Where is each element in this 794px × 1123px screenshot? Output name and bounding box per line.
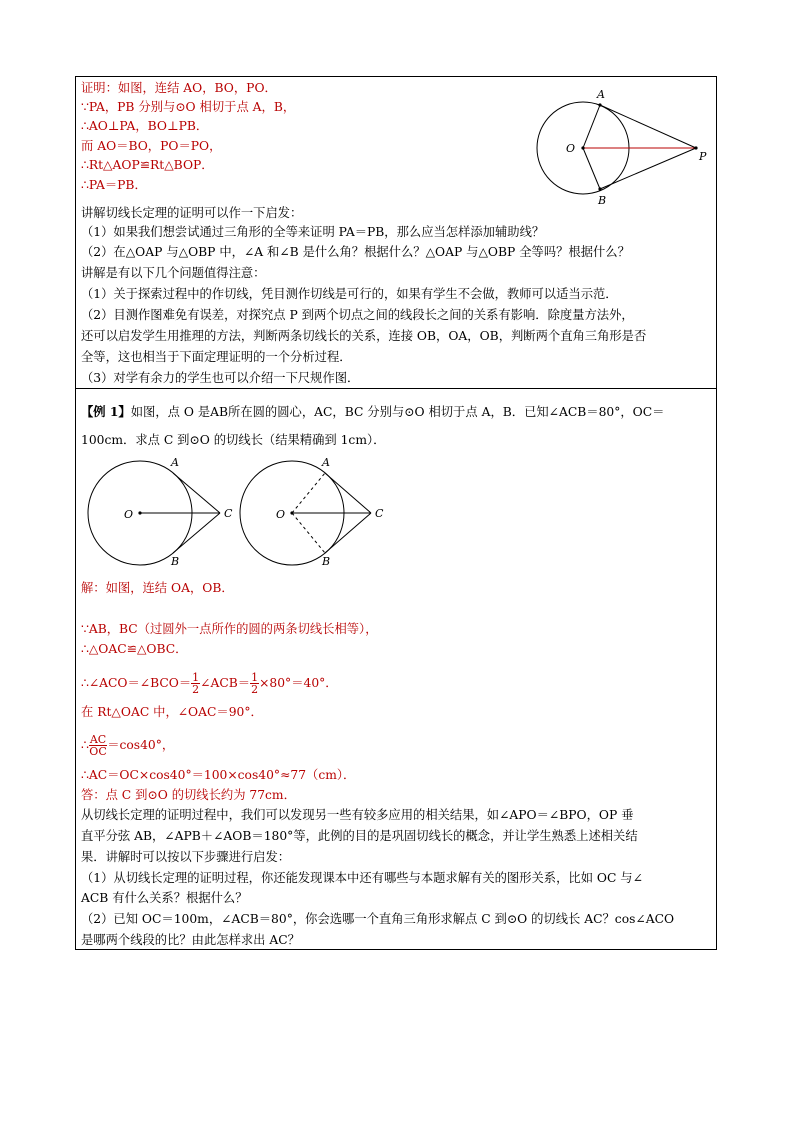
example-question-2: 100cm．求点 C 到⊙O 的切线长（结果精确到 1cm）． <box>81 433 386 447</box>
solution-2: ∴△OAC≌△OBC． <box>81 642 188 656</box>
proof-line-3: 而 AO＝BO，PO＝PO， <box>81 139 222 153</box>
discussion-4: （1）从切线长定理的证明过程，你还能发现课本中还有哪些与本题求解有关的图形关系，比如 OC 与∠ <box>81 871 643 885</box>
fig1-label-p: P <box>699 150 707 163</box>
note-2c: 全等，这也相当于下面定理证明的一个分析过程． <box>81 350 352 364</box>
fig2-left-label-o: O <box>124 508 134 521</box>
solution-4: 在 Rt△OAC 中，∠OAC＝90°． <box>81 705 263 719</box>
example-q1-text: 如图，点 O 是AB所在圆的圆心，AC，BC 分别与⊙O 相切于点 A，B．已知∠ACB＝80°，OC＝ <box>130 405 665 419</box>
discussion-7: 是哪两个线段的比？由此怎样求出 AC？ <box>81 933 300 947</box>
note-3: （3）对学有余力的学生也可以介绍一下尺规作图． <box>81 371 360 385</box>
guide-1: （1）如果我们想尝试通过三角形的全等来证明 PA＝PB，那么应当怎样添加辅助线？ <box>81 225 545 239</box>
note-2b: 还可以启发学生用推理的方法，判断两条切线长的关系，连接 OB，OA，OB，判断两个直角三角形是否 <box>81 329 647 343</box>
fig2-right-dashed-oa <box>292 473 325 513</box>
solution-6: ∴AC＝OC×cos40°＝100×cos40°≈77（cm）． <box>81 768 356 782</box>
solution-7: 答：点 C 到⊙O 的切线长约为 77cm． <box>81 788 296 802</box>
fig2-left-label-b: B <box>171 555 180 568</box>
fig2-right-label-o: O <box>276 508 286 521</box>
fig2-left-tangent-ca <box>173 473 220 513</box>
discussion-2: 直平分弦 AB，∠APB＋∠AOB＝180°等，此例的目的是巩固切线长的概念，并让学生熟悉上述相关结 <box>81 829 638 843</box>
tangent-figure-1 <box>530 80 710 210</box>
note-heading: 讲解是有以下几个问题值得注意： <box>81 266 266 280</box>
proof-line-4: ∴Rt△AOP≌Rt△BOP． <box>81 158 214 172</box>
note-2a: （2）目测作图难免有误差，对探究点 P 到两个切点之间的线段长之间的关系有影响．除度量方法外， <box>81 308 634 322</box>
guide-2: （2）在△OAP 与△OBP 中，∠A 和∠B 是什么角？根据什么？△OAP 与△OBP 全等吗？根据什么？ <box>81 245 630 259</box>
tangent-figure-2 <box>84 455 404 570</box>
proof-intro: 证明：如图，连结 AO，BO，PO． <box>81 81 277 95</box>
solution-3: ∴∠ACO＝∠BCO＝ $\frac{1}{2}$ ∠ACB＝ $\frac{1}{2}$ ×80°＝40°． <box>81 671 338 696</box>
discussion-3: 果．讲解时可以按以下步骤进行启发： <box>81 850 291 864</box>
discussion-6: （2）已知 OC＝100m，∠ACB＝80°，你会选哪一个直角三角形求解点 C 到⊙O 的切线长 AC？cos∠ACO <box>81 912 675 926</box>
note-1: （1）关于探索过程中的作切线，凭目测作切线是可行的，如果有学生不会做，教师可以适当示范． <box>81 287 618 301</box>
example-tag: 【例 1】 <box>81 404 131 419</box>
fig2-right-tangent-cb <box>325 513 371 553</box>
proof-line-5: ∴PA＝PB． <box>81 178 147 192</box>
fig1-label-b: B <box>598 194 607 207</box>
solution-5: ∴ $\frac{AC}{OC}$ ＝cos40°， <box>81 733 175 758</box>
fig2-right-label-b: B <box>322 555 331 568</box>
fig1-seg-ob <box>583 148 600 189</box>
fig2-right-tangent-ca <box>325 473 371 513</box>
solution-1: ∵AB，BC（过圆外一点所作的圆的两条切线长相等）， <box>81 622 378 636</box>
fig1-tangent-pb <box>600 148 696 189</box>
fig2-left-label-c: C <box>224 507 233 520</box>
fig2-left-tangent-cb <box>173 513 220 553</box>
fig2-left-label-a: A <box>171 456 179 469</box>
fig1-tangent-pa <box>600 105 696 148</box>
solution-0: 解：如图，连结 OA，OB． <box>81 581 234 595</box>
discussion-1: 从切线长定理的证明过程中，我们可以发现另一些有较多应用的相关结果，如∠APO＝∠BPO，OP 垂 <box>81 808 634 822</box>
half-fraction-1: $\frac{1}{2}$ <box>192 671 200 696</box>
ac-over-oc-fraction: $\frac{AC}{OC}$ <box>89 733 107 758</box>
guide-heading: 讲解切线长定理的证明可以作一下启发： <box>81 206 303 220</box>
row-divider <box>75 388 717 389</box>
half-fraction-2: $\frac{1}{2}$ <box>251 671 259 696</box>
fig2-right-label-a: A <box>322 456 330 469</box>
fig1-label-o: O <box>566 142 576 155</box>
example-question-1 <box>81 403 664 421</box>
fig2-right-label-c: C <box>375 507 384 520</box>
fig2-right-dashed-ob <box>292 513 325 553</box>
proof-line-1: ∵PA，PB 分别与⊙O 相切于点 A，B， <box>81 100 296 114</box>
fig1-label-a: A <box>597 88 605 101</box>
fig1-seg-oa <box>583 105 600 148</box>
proof-line-2: ∴AO⊥PA，BO⊥PB． <box>81 119 209 133</box>
discussion-5: ACB 有什么关系？根据什么？ <box>81 891 248 905</box>
